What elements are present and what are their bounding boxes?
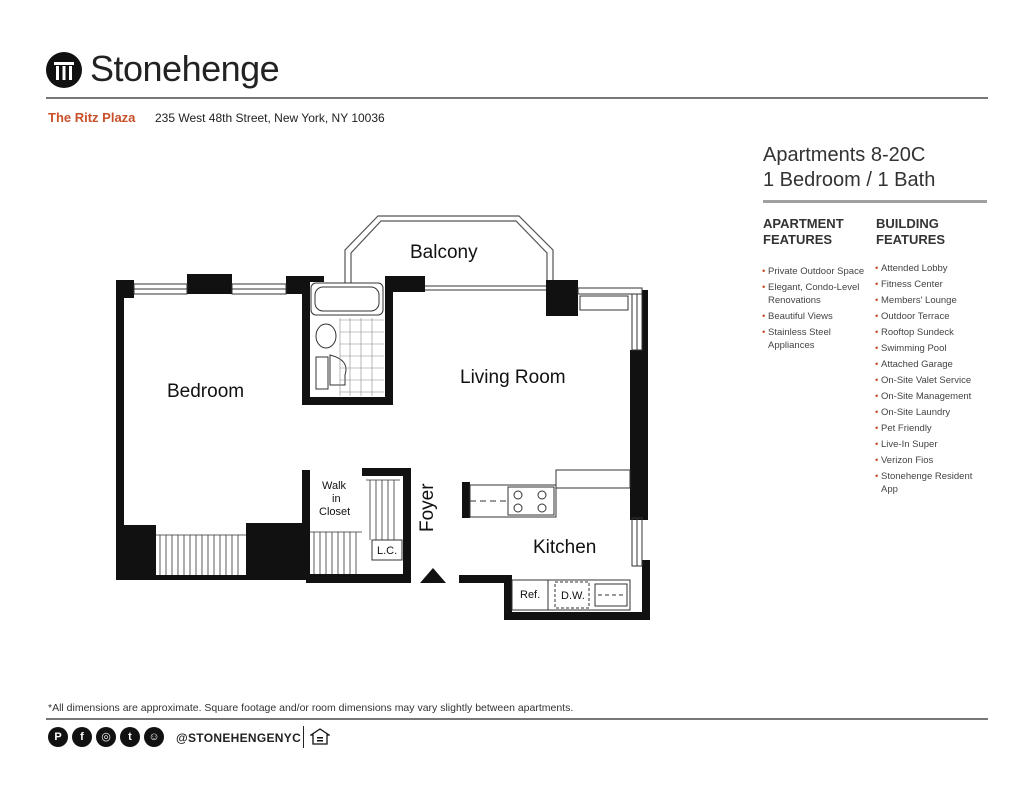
walk-in-closet-label-1: Walk [322,480,347,492]
list-item: • Rooftop Sundeck [875,326,990,339]
stonehenge-logo[interactable] [46,50,286,90]
building-features-heading-line2: FEATURES [876,232,946,247]
apartment-title [763,143,935,193]
stonehenge-logo-icon [46,52,82,88]
list-item: • Swimming Pool [875,342,990,355]
list-item: • Live-In Super [875,438,990,451]
list-item: • Fitness Center [875,278,990,291]
list-item: • Pet Friendly [875,422,990,435]
apartment-features-heading-line1: APARTMENT [763,216,844,231]
apartment-features-heading-line2: FEATURES [763,232,833,247]
snapchat-icon[interactable]: ☺ [144,727,164,747]
equal-housing-icon [310,728,330,746]
list-item: • Members' Lounge [875,294,990,307]
list-item: • Beautiful Views [762,310,874,323]
floor-plan [100,205,660,630]
foyer-label: Foyer [417,483,438,532]
apartment-features-heading [763,216,868,248]
building-features-list [875,262,990,499]
pinterest-icon[interactable]: P [48,727,68,747]
room-labels [167,242,596,602]
linen-closet-label: L.C. [377,545,398,557]
balcony-label: Balcony [410,242,478,263]
list-item: • Verizon Fios [875,454,990,467]
building-address: 235 West 48th Street, New York, NY 10036 [155,111,385,125]
facebook-icon[interactable]: f [72,727,92,747]
apartment-features-list [762,265,874,355]
list-item: • Stainless Steel Appliances [762,326,874,352]
building-features-heading [876,216,986,248]
footer-divider [46,718,988,720]
logo-text: Stonehenge [90,48,280,89]
entry-door-icon [420,568,446,583]
list-item: • Elegant, Condo-Level Renovations [762,281,874,307]
instagram-icon[interactable]: ◎ [96,727,116,747]
list-item: • Stonehenge Resident App [875,470,990,496]
living-room-label: Living Room [460,367,566,388]
list-item: • Attached Garage [875,358,990,371]
kitchen-label: Kitchen [533,537,597,558]
refrigerator-label: Ref. [520,589,541,601]
twitter-icon[interactable]: t [120,727,140,747]
apartment-title-rule [763,200,987,203]
footer-vertical-divider [303,726,304,748]
list-item: • Attended Lobby [875,262,990,275]
list-item: • On-Site Laundry [875,406,990,419]
building-features-heading-line1: BUILDING [876,216,939,231]
list-item: • On-Site Management [875,390,990,403]
social-handle[interactable]: @STONEHENGENYC [176,731,302,745]
list-item: • On-Site Valet Service [875,374,990,387]
disclaimer: *All dimensions are approximate. Square footage and/or room dimensions may vary slightly between apartments. [48,702,574,714]
list-item: • Outdoor Terrace [875,310,990,323]
apartment-layout: 1 Bedroom / 1 Bath [763,169,936,191]
walk-in-closet-label-2: in [332,493,341,505]
building-name: The Ritz Plaza [48,110,136,125]
dishwasher-label: D.W. [561,590,585,602]
walk-in-closet-label-3: Closet [319,506,351,518]
apartment-number: Apartments 8-20C [763,144,926,166]
kitchen-fixtures [470,296,630,610]
list-item: • Private Outdoor Space [762,265,874,278]
header-divider [46,97,988,99]
bathroom-fixtures [311,283,384,396]
bedroom-label: Bedroom [167,381,245,402]
